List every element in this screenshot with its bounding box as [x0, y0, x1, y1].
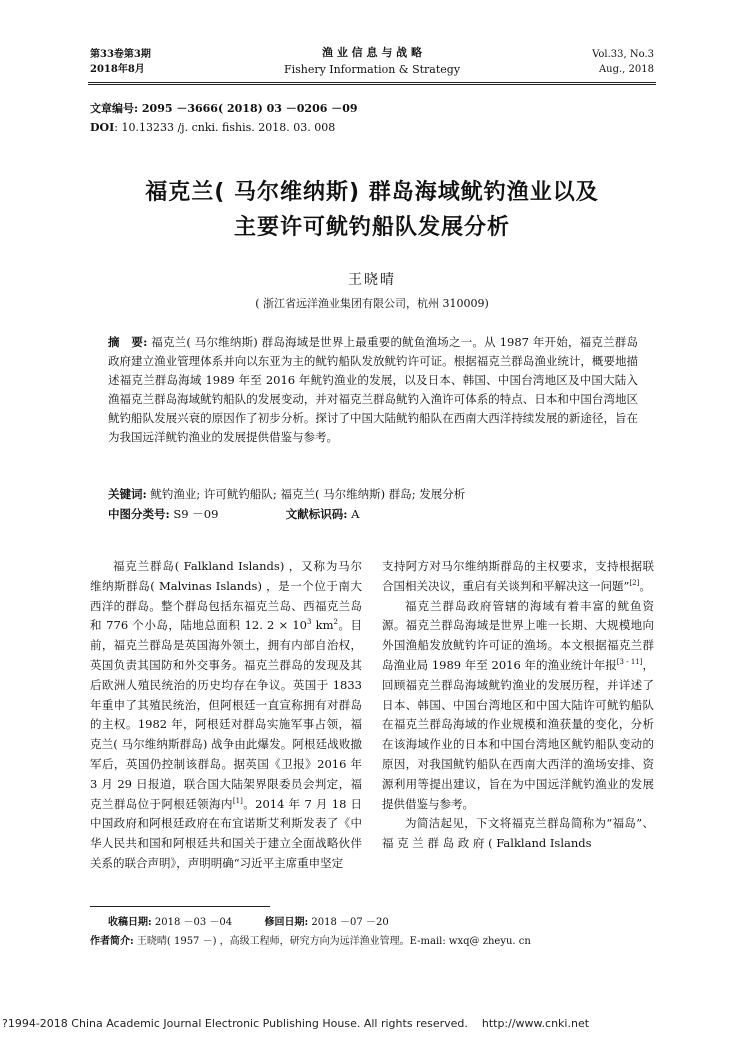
journal-date-en: Aug., 2018	[598, 64, 654, 75]
body-paragraph: 福克兰群岛政府管辖的海域有着丰富的鱿鱼资源。福克兰群岛海域是世界上唯一长期、大规模地向外国渔船发放鱿钓许可证的渔场。本文根据福克兰群岛渔业局 1989 年至 2016 年的渔业统计年报[3 - 11]，回顾福克兰群岛海域鱿钓渔业的发展历程，并详述了日本、韩国、中国台湾地区和中国大陆许可鱿钓船队在福克兰群岛海域的作业规模和渔获量的变化，分析在该海域作业的日本和中国台湾地区鱿钓船队变动的原因，对我国鱿钓船队在西南大西洋的渔场安排、资源利用等提出建议，旨在为中国远洋鱿钓渔业的发展提供借鉴与参考。	[382, 598, 655, 811]
journal-date: 2018年8月	[90, 64, 145, 75]
journal-title-cn: 渔 业 信 息 与 战 略	[322, 46, 422, 59]
abstract-label: 摘 要:	[108, 335, 148, 349]
author-affiliation: ( 浙江省远洋渔业集团有限公司，杭州 310009)	[255, 297, 489, 310]
body-paragraph: 支持阿方对马尔维纳斯群岛的主权要求，支持根据联合国相关决议，重启有关谈判和平解决这一问题”[2]。	[382, 559, 654, 593]
body-column-left	[90, 557, 362, 874]
paper-title-line2: 主要许可鱿钓船队发展分析	[233, 215, 510, 240]
article-number: 文章编号: 2095 －3666( 2018) 03 －0206 －09	[90, 102, 358, 115]
keywords: 关键词: 鱿钓渔业; 许可鱿钓船队; 福克兰( 马尔维纳斯) 群岛; 发展分析	[108, 487, 466, 501]
received-date: 收稿日期: 2018 －03 －04 修回日期: 2018 －07 －20	[108, 917, 389, 928]
classification: 中图分类号: S9 －09 文献标识码: A	[108, 507, 360, 521]
body-paragraph: 福克兰群岛( Falkland Islands) ，又称为马尔维纳斯群岛( Malvinas Islands) ，是一个位于南大西洋的群岛。整个群岛包括东福克兰岛、西福克兰岛和 776 个小岛，陆地总面积 12. $2 \times 10^3$ $km^2$。目前，福克兰群岛是英国海外领土，拥有内部自治权，英国负责其国防和外交事务。福克兰群岛的发现及其后欧洲人殖民统治的历史均存在争议。英国于 1833 年重申了其殖民统治，但阿根廷一直宣称拥有对群岛的主权。1982 年，阿根廷对群岛实施军事占领，福克兰( 马尔维纳斯群岛) 战争由此爆发。阿根廷战败撤军后，英国仍控制该群岛。据英国《卫报》2016 年 3 月 29 日报道，联合国大陆架界限委员会判定，福克兰群岛位于阿根廷领海内[1]。2014 年 7 月 18 日中国政府和阿根廷政府在布宜诺斯艾利斯发表了《中华人民共和国和阿根廷共和国关于建立全面战略伙伴关系的联合声明》，声明明确“习近平主席重申坚定	[90, 559, 362, 870]
body-paragraph: 为简洁起见，下文将福克兰群岛简称为“福岛”、福 克 兰 群 岛 政 府 ( Falkland Islands	[382, 816, 654, 851]
journal-volume: 第33卷第3期	[90, 49, 151, 60]
doi: DOI: 10.13233 /j. cnki. fishis. 2018. 03. 008	[90, 121, 336, 134]
header-rule	[88, 82, 656, 83]
body-column-right	[382, 557, 654, 854]
abstract-text: 福克兰( 马尔维纳斯) 群岛海域是世界上最重要的鱿鱼渔场之一。从 1987 年开始，福克兰群岛政府建立渔业管理体系并向以东亚为主的鱿钓船队发放鱿钓许可证。根据福克兰群岛渔业统计，概要地描述福克兰群岛海域 1989 年至 2016 年鱿钓渔业的发展，以及日本、韩国、中国台湾地区及中国大陆入渔福克兰群岛海域鱿钓船队的发展变动，并对福克兰群岛鱿钓入渔许可体系的特点、日本和中国台湾地区鱿钓船队发展兴衰的原因作了初步分析。探讨了中国大陆鱿钓船队在西南大西洋持续发展的新途径，旨在为我国远洋鱿钓渔业的发展提供借鉴与参考。	[108, 335, 639, 444]
author-name: 王晓晴	[348, 272, 396, 288]
abstract	[108, 333, 638, 447]
header-rule-thin	[88, 84, 656, 85]
copyright-notice: ?1994-2018 China Academic Journal Electronic Publishing House. All rights reserved. http://www.cnki.net	[2, 1017, 590, 1030]
author-bio: 作者简介: 王晓晴( 1957 －) ，高级工程师，研究方向为远洋渔业管理。E-mail: wxq@ zheyu. cn	[90, 936, 531, 947]
paper-title-line1: 福克兰( 马尔维纳斯) 群岛海域鱿钓渔业以及	[145, 180, 599, 205]
footnote-rule	[90, 906, 270, 907]
journal-volume-en: Vol.33, No.3	[592, 49, 654, 60]
journal-title-en: Fishery Information & Strategy	[283, 63, 461, 76]
